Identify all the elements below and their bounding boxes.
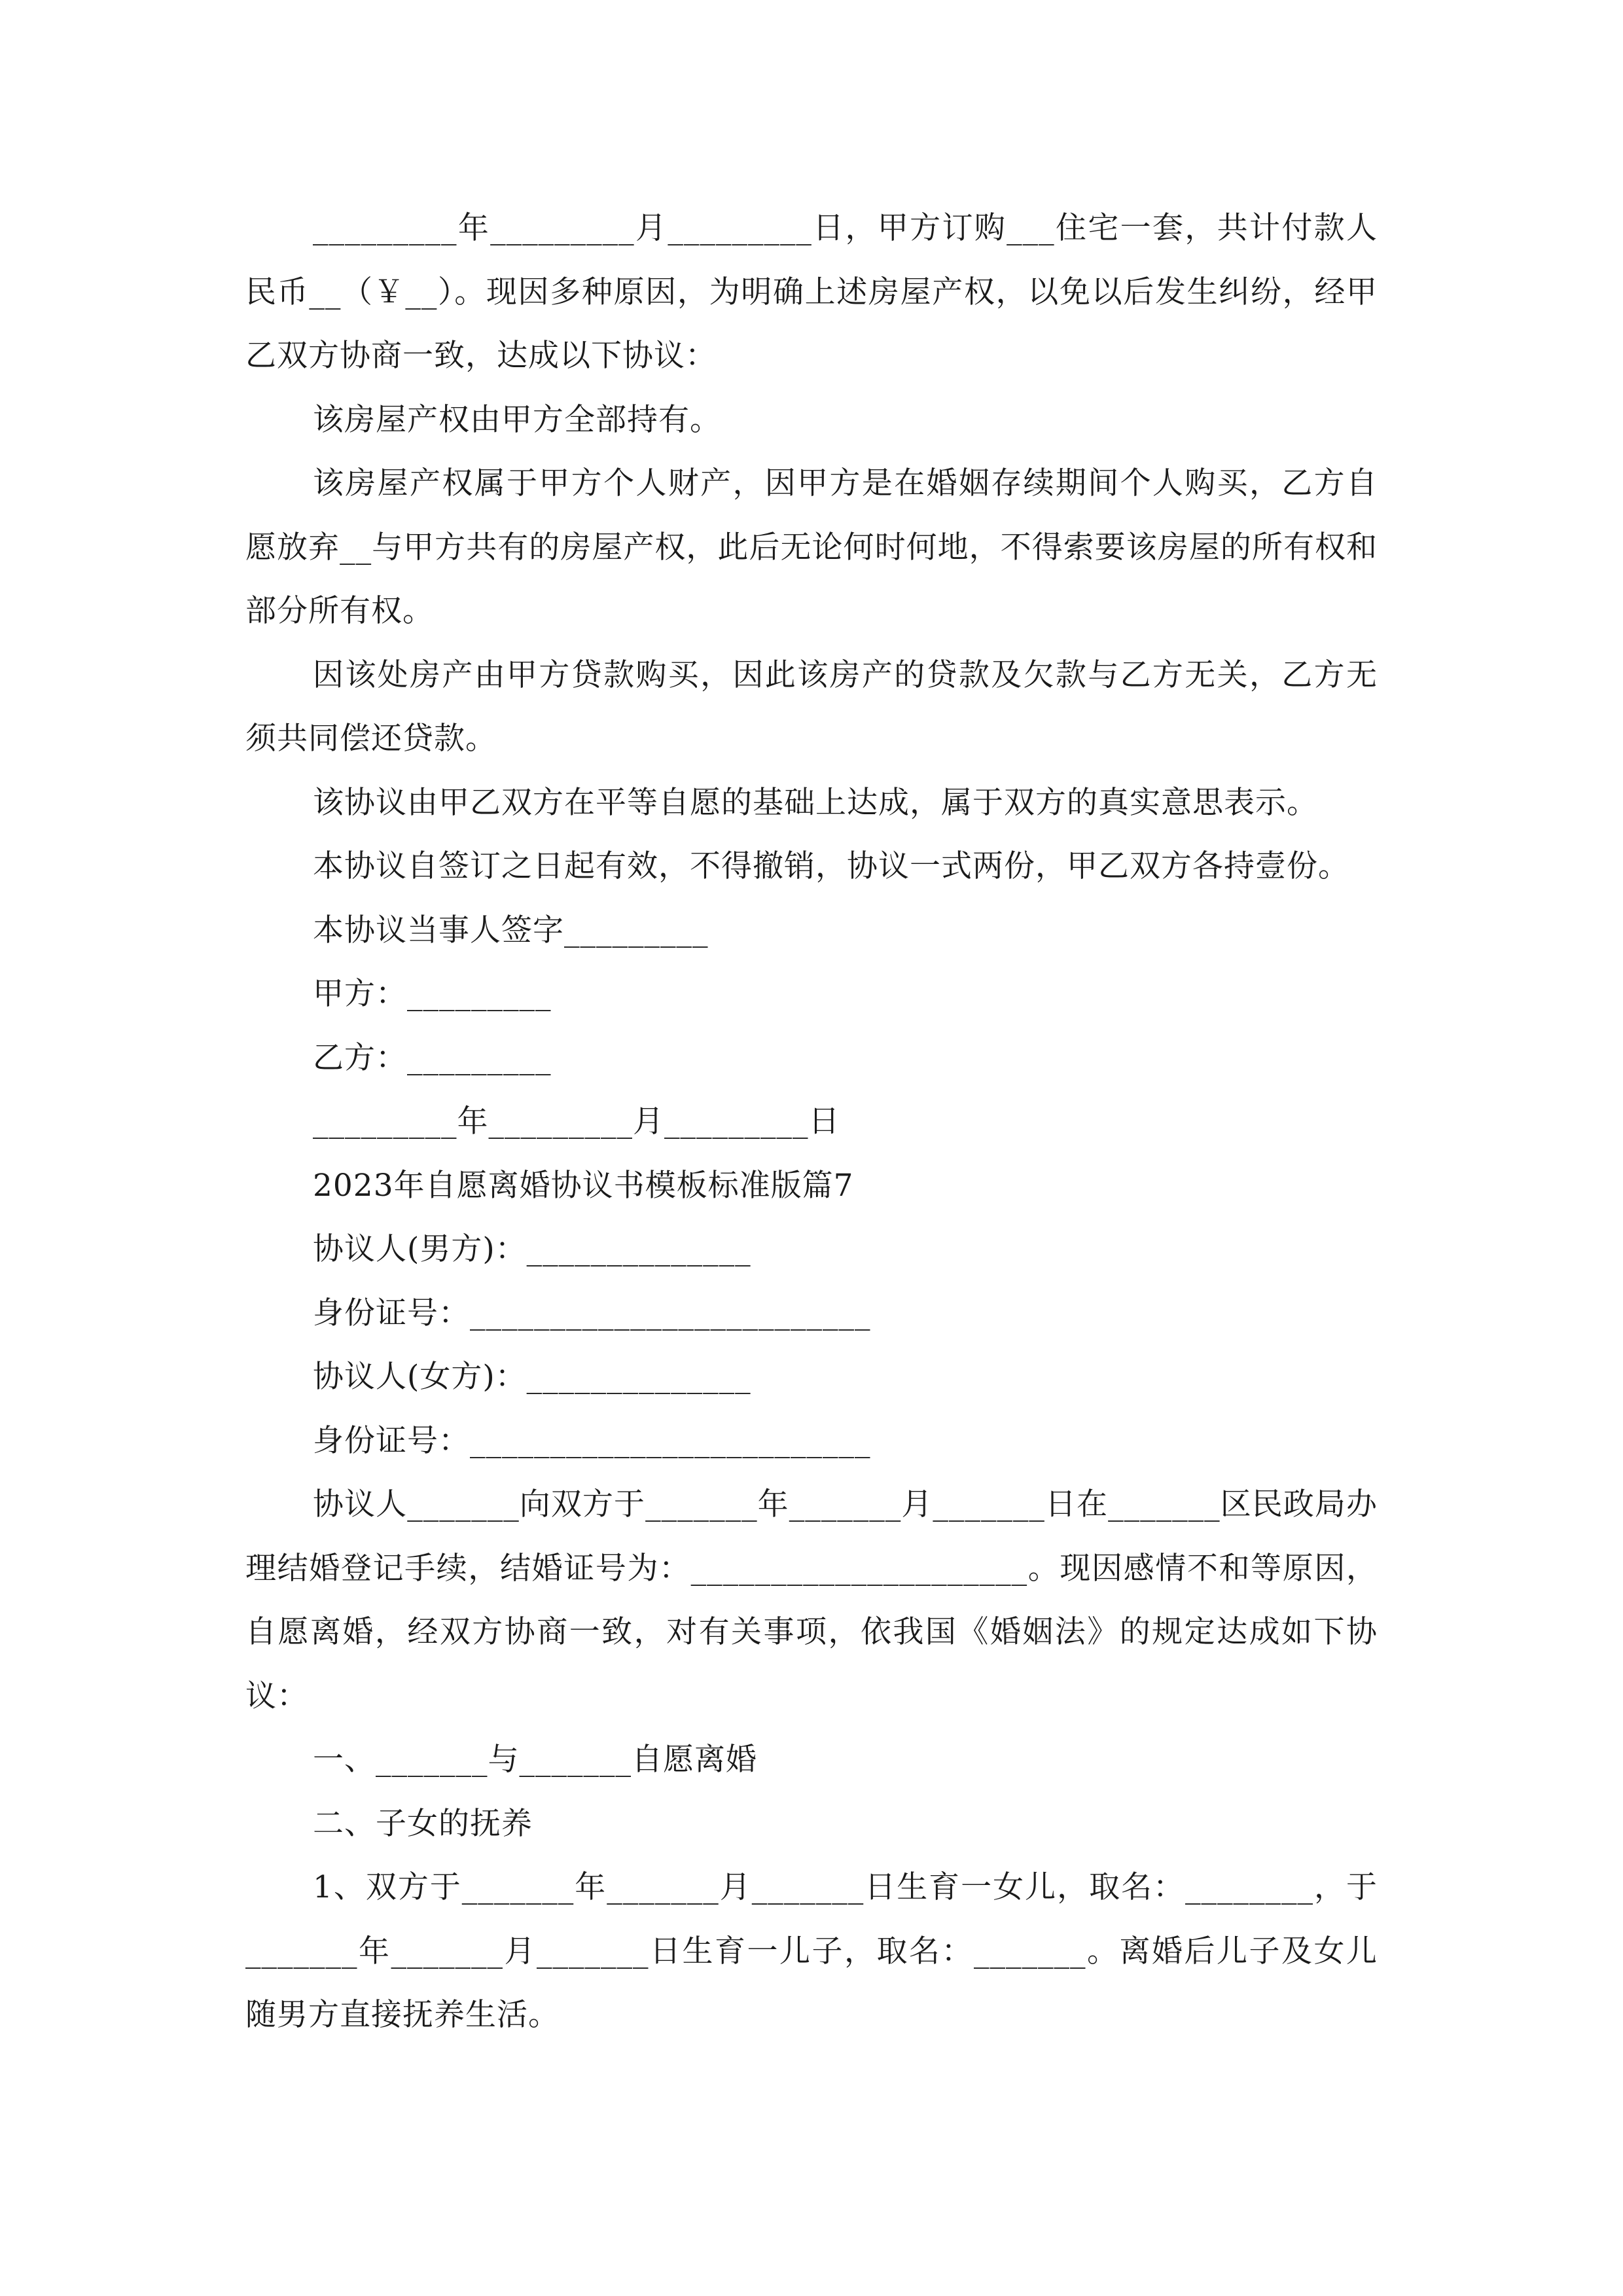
party-b-line: 乙方：_________ <box>313 1039 552 1076</box>
date-line: _________年_________月_________日 <box>313 1103 840 1139</box>
female-party-line: 协议人(女方)：______________ <box>313 1359 751 1395</box>
clause-one: 一、_______与_______自愿离婚 <box>313 1742 757 1778</box>
male-id-line: 身份证号：_________________________ <box>313 1295 871 1331</box>
clause-two-heading: 二、子女的抚养 <box>313 1805 533 1842</box>
party-a-line: 甲方：_________ <box>313 976 552 1012</box>
paragraph-marriage-registration: 协议人_______向双方于_______年_______月_______日在_______区民政局办理结婚登记手续，结婚证号为：_____________________。现因感情不和等原因，自愿离婚，经双方协商一致，对有关事项，依我国《婚姻法》的规定达成如下协议： <box>245 1486 1378 1714</box>
paragraph-personal-property: 该房屋产权属于甲方个人财产，因甲方是在婚姻存续期间个人购买，乙方自愿放弃__与甲方共有的房屋产权，此后无论何时何地，不得索要该房屋的所有权和部分所有权。 <box>245 465 1378 629</box>
female-id-line: 身份证号：_________________________ <box>313 1422 871 1459</box>
signature-line: 本协议当事人签字_________ <box>313 912 709 948</box>
paragraph-loan: 因该处房产由甲方贷款购买，因此该房产的贷款及欠款与乙方无关，乙方无须共同偿还贷款。 <box>245 656 1378 757</box>
male-party-line: 协议人(男方)：______________ <box>313 1231 751 1267</box>
section-title: 2023年自愿离婚协议书模板标准版篇7 <box>313 1167 854 1204</box>
document-page <box>245 196 1378 2047</box>
paragraph-voluntary: 该协议由甲乙双方在平等自愿的基础上达成，属于双方的真实意思表示。 <box>313 784 1318 821</box>
paragraph-purchase-intro: _________年_________月_________日，甲方订购___住宅一套，共计付款人民币__（￥__）。现因多种原因，为明确上述房屋产权，以免以后发生纠纷，经甲乙双方协商一致，达成以下协议： <box>245 210 1378 374</box>
paragraph-ownership: 该房屋产权由甲方全部持有。 <box>313 401 721 438</box>
clause-two-item-one: 1、双方于_______年_______月_______日生育一女儿，取名：________，于_______年_______月_______日生育一儿子，取名：_______。离婚后儿子及女儿随男方直接抚养生活。 <box>245 1869 1378 2033</box>
paragraph-effective: 本协议自签订之日起有效，不得撤销，协议一式两份，甲乙双方各持壹份。 <box>313 848 1349 884</box>
